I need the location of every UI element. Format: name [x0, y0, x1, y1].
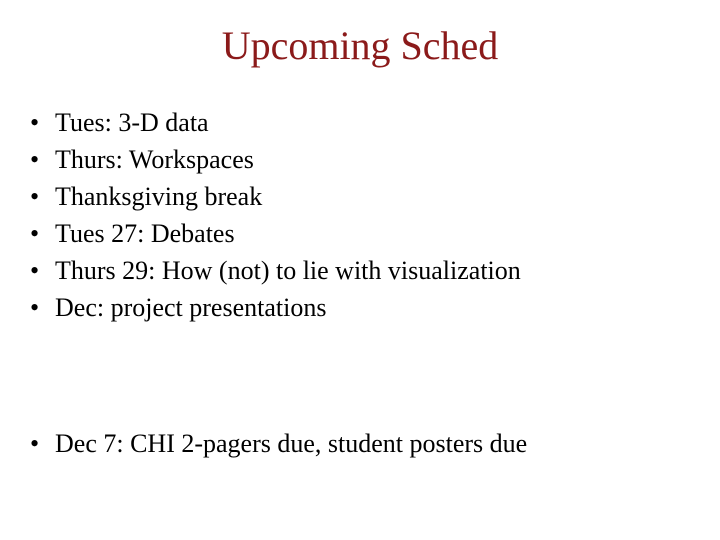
bullet-icon: • — [30, 182, 40, 211]
bullet-icon: • — [30, 145, 40, 174]
bullet-icon: • — [30, 293, 40, 322]
list-item — [30, 141, 521, 178]
list-item-text: Dec: project presentations — [55, 293, 327, 322]
list-item-text: Thurs: Workspaces — [55, 145, 254, 174]
list-item-text: Tues: 3-D data — [55, 108, 209, 137]
list-item — [30, 425, 527, 462]
list-item — [30, 104, 521, 141]
list-item — [30, 289, 521, 326]
bullet-icon: • — [30, 429, 40, 458]
bullet-icon: • — [30, 256, 40, 285]
list-item — [30, 178, 521, 215]
list-item — [30, 252, 521, 289]
schedule-list — [30, 104, 521, 326]
slide-title: Upcoming Sched — [221, 23, 499, 68]
list-item — [30, 215, 521, 252]
bullet-icon: • — [30, 108, 40, 137]
list-item-text: Thanksgiving break — [55, 182, 263, 211]
bullet-icon: • — [30, 219, 40, 248]
list-item-text: Tues 27: Debates — [55, 219, 235, 248]
list-item-text: Thurs 29: How (not) to lie with visualization — [55, 256, 521, 285]
list-item-text: Dec 7: CHI 2-pagers due, student posters due — [55, 429, 528, 458]
deadline-list — [30, 425, 527, 462]
